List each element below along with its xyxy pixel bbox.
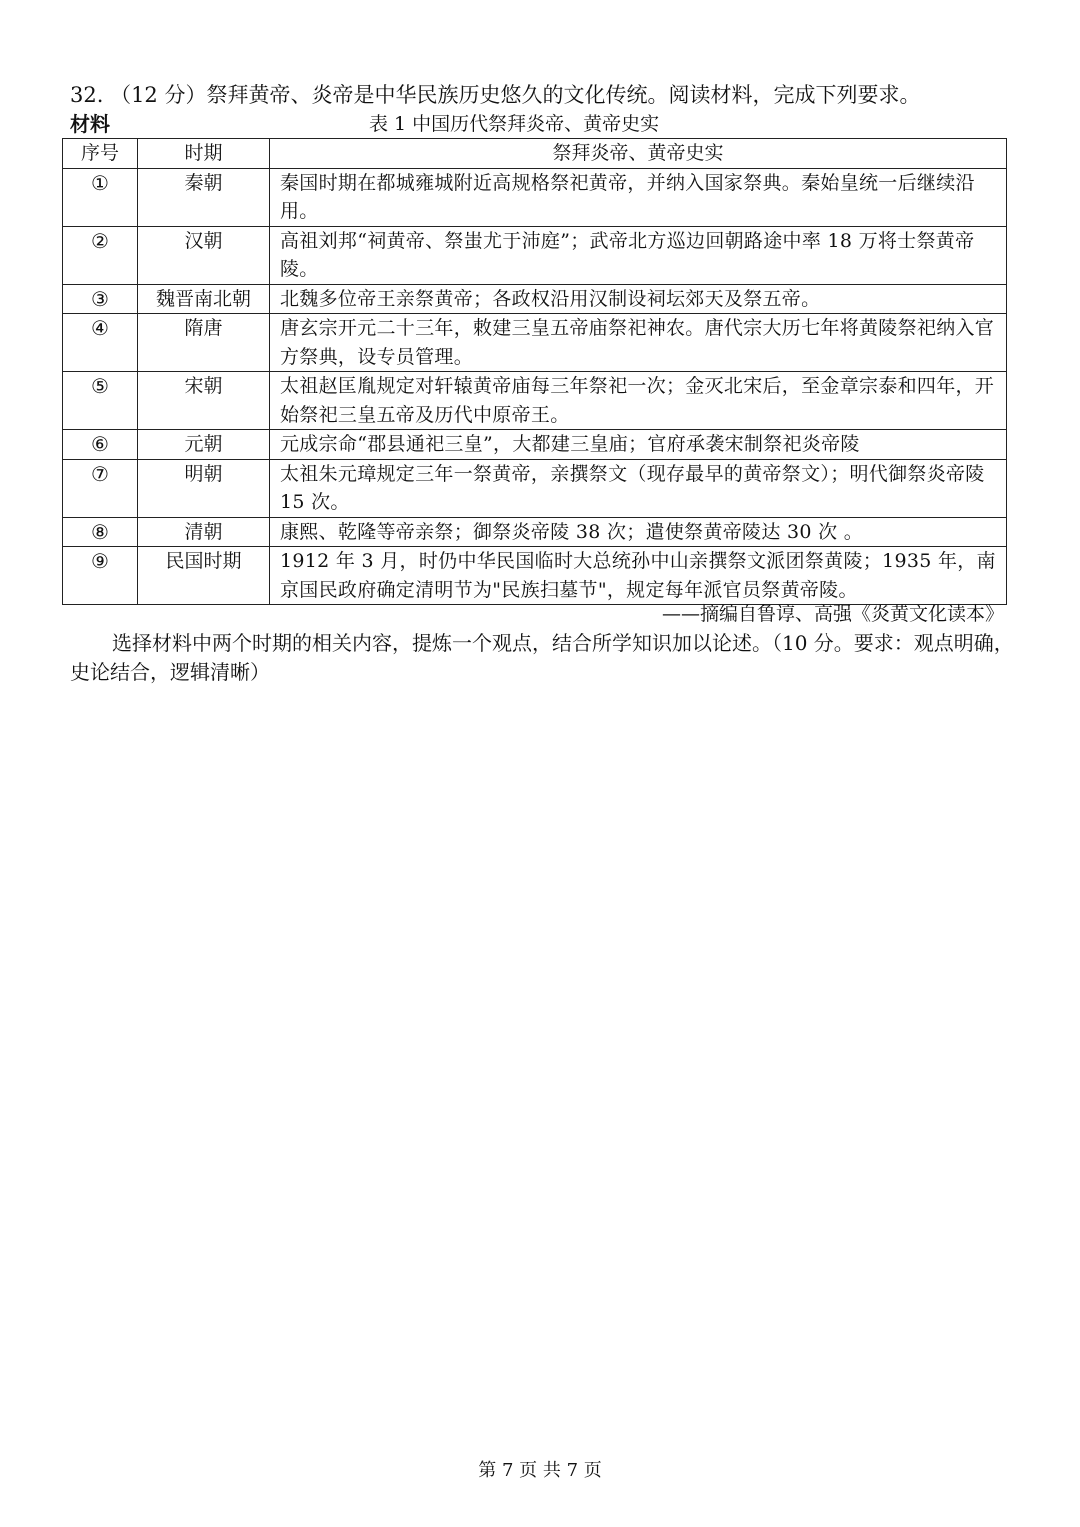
table-row [63, 430, 1007, 460]
table-row [63, 547, 1007, 605]
table-row [63, 226, 1007, 284]
row-number: ② [63, 226, 138, 284]
row-period: 秦朝 [138, 168, 270, 226]
row-fact: 1912 年 3 月，时仍中华民国临时大总统孙中山亲撰祭文派团祭黄陵；1935 年，南京国民政府确定清明节为"民族扫墓节"，规定每年派官员祭黄帝陵。 [270, 547, 1007, 605]
row-period: 隋唐 [138, 314, 270, 372]
row-fact: 北魏多位帝王亲祭黄帝；各政权沿用汉制设祠坛郊天及祭五帝。 [270, 284, 1007, 314]
table-row [63, 284, 1007, 314]
row-fact: 太祖朱元璋规定三年一祭黄帝，亲撰祭文（现存最早的黄帝祭文）；明代御祭炎帝陵 15 次。 [270, 459, 1007, 517]
row-fact: 高祖刘邦“祠黄帝、祭蚩尤于沛庭”；武帝北方巡边回朝路途中率 18 万将士祭黄帝陵。 [270, 226, 1007, 284]
row-period: 魏晋南北朝 [138, 284, 270, 314]
table-row [63, 459, 1007, 517]
row-fact: 秦国时期在都城雍城附近高规格祭祀黄帝，并纳入国家祭典。秦始皇统一后继续沿用。 [270, 168, 1007, 226]
header-period: 时期 [138, 139, 270, 169]
header-facts: 祭拜炎帝、黄帝史实 [270, 139, 1007, 169]
row-number: ⑤ [63, 372, 138, 430]
row-number: ④ [63, 314, 138, 372]
row-fact: 元成宗命“郡县通祀三皇”，大都建三皇庙；官府承袭宋制祭祀炎帝陵 [270, 430, 1007, 460]
table-row [63, 168, 1007, 226]
table-row [63, 517, 1007, 547]
row-period: 民国时期 [138, 547, 270, 605]
row-fact: 康熙、乾隆等帝亲祭；御祭炎帝陵 38 次；遣使祭黄帝陵达 30 次 。 [270, 517, 1007, 547]
row-number: ⑧ [63, 517, 138, 547]
row-fact: 太祖赵匡胤规定对轩辕黄帝庙每三年祭祀一次；金灭北宋后，至金章宗泰和四年，开始祭祀三皇五帝及历代中原帝王。 [270, 372, 1007, 430]
row-number: ⑨ [63, 547, 138, 605]
row-number: ⑦ [63, 459, 138, 517]
row-fact: 唐玄宗开元二十三年，敕建三皇五帝庙祭祀神农。唐代宗大历七年将黄陵祭祀纳入官方祭典，设专员管理。 [270, 314, 1007, 372]
row-number: ③ [63, 284, 138, 314]
source-citation: ——摘编自鲁谆、高强《炎黄文化读本》 [661, 603, 1004, 625]
row-number: ① [63, 168, 138, 226]
table-row [63, 372, 1007, 430]
history-facts-table [62, 138, 1007, 605]
row-period: 明朝 [138, 459, 270, 517]
table-title: 表 1 中国历代祭拜炎帝、黄帝史实 [369, 113, 660, 135]
material-label: 材料 [70, 112, 110, 136]
row-period: 宋朝 [138, 372, 270, 430]
row-period: 清朝 [138, 517, 270, 547]
row-period: 元朝 [138, 430, 270, 460]
header-number: 序号 [63, 139, 138, 169]
page-footer: 第 7 页 共 7 页 [478, 1460, 602, 1481]
row-number: ⑥ [63, 430, 138, 460]
question-stem: 32. （12 分）祭拜黄帝、炎帝是中华民族历史悠久的文化传统。阅读材料，完成下列要求。 [70, 83, 921, 107]
table-header-row [63, 139, 1007, 169]
row-period: 汉朝 [138, 226, 270, 284]
table-row [63, 314, 1007, 372]
question-requirement: 选择材料中两个时期的相关内容，提炼一个观点，结合所学知识加以论述。（10 分。要求：观点明确，史论结合，逻辑清晰） [70, 631, 1014, 684]
